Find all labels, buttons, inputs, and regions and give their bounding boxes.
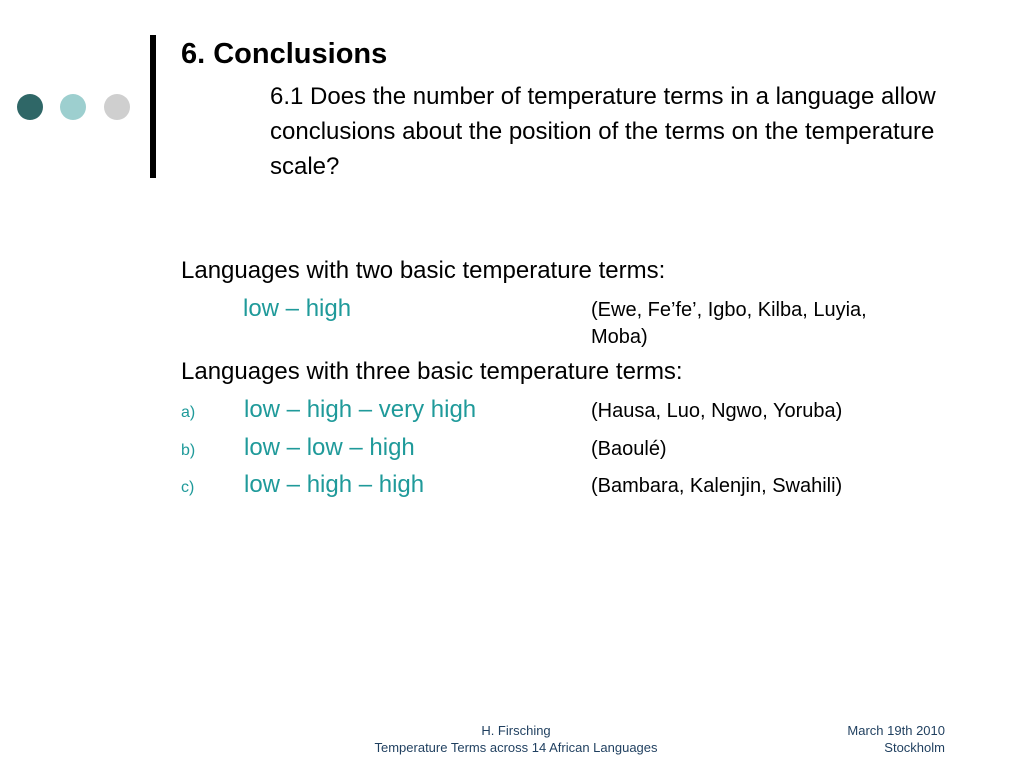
three-terms-heading: Languages with three basic temperature terms: [181,358,683,385]
decor-dot-gray [104,94,130,120]
two-terms-term: low – high [243,295,352,322]
footer-center [300,722,732,756]
footer-talk-title: Temperature Terms across 14 African Languages [374,740,658,755]
two-terms-languages-line2: Moba) [591,326,648,348]
slide-subtitle: 6.1 Does the number of temperature terms in a language allow conclusions about the position of the terms on the temperature scale? [270,83,936,180]
list-marker: c) [181,479,195,496]
two-terms-languages-line1: (Ewe, Fe’fe’, Igbo, Kilba, Luyia, [591,299,867,321]
list-marker: a) [181,404,196,421]
list-item-languages: (Hausa, Luo, Ngwo, Yoruba) [591,400,843,422]
footer-place: Stockholm [884,740,945,755]
decor-dot-dark [17,94,43,120]
list-item-languages: (Baoulé) [591,438,667,460]
list-item-term: low – high – high [244,471,425,498]
two-terms-heading: Languages with two basic temperature terms: [181,257,666,284]
list-item-term: low – low – high [244,434,415,461]
footer-right [847,722,945,756]
slide-title: 6. Conclusions [181,38,388,70]
footer-date: March 19th 2010 [847,723,945,738]
footer-author: H. Firsching [481,723,551,738]
list-marker: b) [181,442,196,459]
decor-dot-light [60,94,86,120]
list-item-languages: (Bambara, Kalenjin, Swahili) [591,475,843,497]
title-divider [150,35,156,178]
list-item-term: low – high – very high [244,396,477,423]
